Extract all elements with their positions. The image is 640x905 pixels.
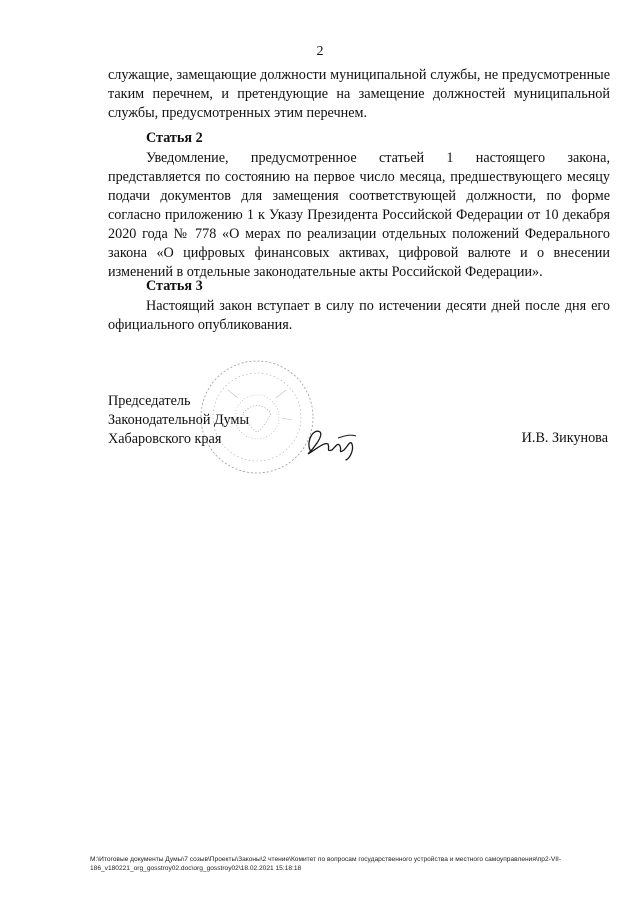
article-3-text: Настоящий закон вступает в силу по истечении десяти дней после дня его официального опубликования.: [108, 298, 610, 333]
footer-path-line-1: M:\Итоговые документы Думы\7 созыв\Проекты\Законы\2 чтение\Комитет по вопросам государственного устройства и местного самоуправления\пр2-VII-: [90, 856, 562, 863]
article-2-heading: Статья 2: [146, 130, 203, 146]
signer-name: И.В. Зикунова: [521, 430, 608, 446]
signature-title-line-2: Законодательной Думы: [108, 412, 250, 428]
page-number: 2: [316, 44, 324, 59]
intro-paragraph: служащие, замещающие должности муниципальной службы, не предусмотренные таким перечнем, и претендующие на замещение должностей муниципальной службы, предусмотренных этим перечнем.: [108, 67, 610, 121]
footer-file-path: [90, 855, 610, 873]
signature-title-line-1: Председатель: [108, 393, 191, 409]
article-3-heading: Статья 3: [146, 278, 203, 294]
footer-path-line-2: 186_v180221_org_gosstroy02.doc\org_gosstroy02\18.02.2021 15:18:18: [90, 865, 302, 872]
article-2-text: Уведомление, предусмотренное статьей 1 настоящего закона, представляется по состоянию на первое число месяца, предшествующего месяцу подачи документов для замещения соответствующей должности, по форме согласно приложению 1 к Указу Президента Российской Федерации от 10 декабря 2020 года № 778 «О мерах по реализации отдельных положений Федерального закона «О цифровых финансовых активах, цифровой валюте и о внесении изменений в отдельные законодательные акты Российской Федерации».: [108, 150, 610, 280]
signature-title-line-3: Хабаровского края: [108, 431, 222, 447]
handwritten-signature: [298, 420, 368, 464]
